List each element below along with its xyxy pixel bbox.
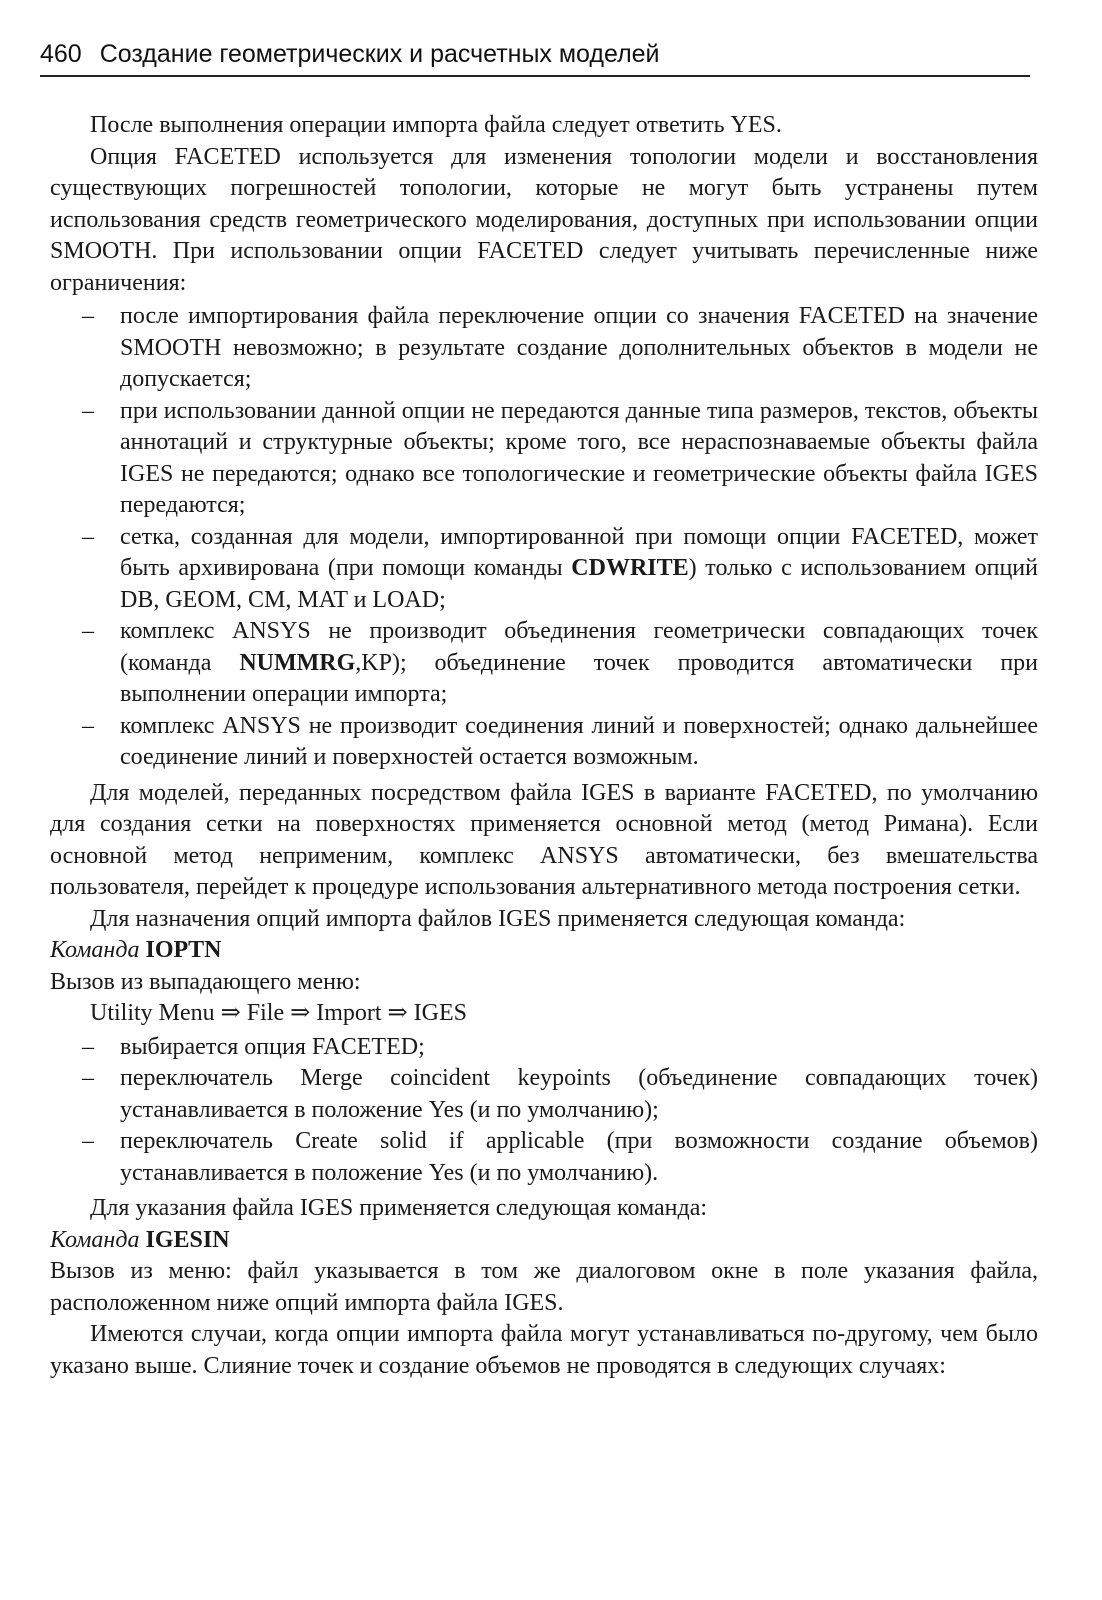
list-item: – переключатель Create solid if applicable (при возможности создание объемов) устанавливается в положение Yes (и по умолчанию). (82, 1128, 1038, 1186)
list-item: – комплекс ANSYS не производит соединения линий и поверхностей; однако дальнейшее соединение линий и поверхностей остается возможным. (82, 712, 1038, 770)
paragraph: После выполнения операции импорта файла следует ответить YES. (90, 112, 782, 138)
paragraph: Для моделей, переданных посредством файла IGES в варианте FACETED, по умолчанию для создания сетки на поверхностях применяется основной метод (метод Римана). Если основной метод неприменим, комплекс ANSYS автоматически, без вмешательства пользователя, перейдет к процедуре использования альтернативного метода построения сетки. (50, 779, 1038, 900)
menu-path: Utility Menu ⇒ File ⇒ Import ⇒ IGES (90, 1000, 467, 1026)
paragraph: Для назначения опций импорта файлов IGES применяется следующая команда: (90, 905, 906, 932)
command-heading-igesin: Команда IGESIN (50, 1226, 230, 1253)
paragraph: Опция FACETED используется для изменения топологии модели и восстановления существующих погрешностей топологии, которые не могут быть устранены путем использования средств геометрического моделирования, доступных при использовании опции SMOOTH. При использовании опции FACETED следует учитывать перечисленные ниже ограничения: (50, 143, 1038, 296)
command-nummrg: NUMMRG (239, 649, 356, 676)
page-number: 460 (40, 40, 82, 68)
dash-bullet: – (82, 303, 94, 329)
list-item: – переключатель Merge coincident keypoints (объединение совпадающих точек) устанавливается в положение Yes (и по умолчанию); (82, 1065, 1038, 1123)
ioptn-options-list (50, 1032, 1038, 1190)
dash-bullet: – (82, 1128, 94, 1154)
running-header (40, 40, 1030, 77)
list-item: – при использовании данной опции не передаются данные типа размеров, текстов, объекты аннотаций и структурные объекты; кроме того, все нераспознаваемые объекты файла IGES не передаются; однако все топологические и геометрические объекты файла IGES передаются; (82, 397, 1038, 518)
dash-bullet: – (82, 618, 94, 644)
command-cdwrite: CDWRITE (571, 555, 689, 581)
chapter-title: Создание геометрических и расчетных моделей (99, 40, 660, 68)
dash-bullet: – (82, 712, 94, 739)
page-body (50, 110, 1038, 1382)
list-item: – сетка, созданная для модели, импортированной при помощи опции FACETED, может быть архивирована (при помощи команды CDWRITE) только с использованием опций DB, GEOM, CM, MAT и LOAD; (82, 523, 1038, 613)
restrictions-list (50, 301, 1038, 774)
list-item: – комплекс ANSYS не производит объединения геометрически совпадающих точек (команда NUMMRG,KP); объединение точек проводится автоматически при выполнении операции импорта; (82, 618, 1039, 707)
dash-bullet: – (82, 523, 94, 550)
paragraph: Вызов из меню: файл указывается в том же диалоговом окне в поле указания файла, расположенном ниже опций импорта файла IGES. (50, 1258, 1038, 1316)
paragraph: Имеются случаи, когда опции импорта файла могут устанавливаться по-другому, чем было указано выше. Слияние точек и создание объемов не проводятся в следующих случаях: (50, 1321, 1038, 1379)
command-heading-ioptn: Команда IOPTN (50, 937, 222, 963)
dash-bullet: – (82, 397, 94, 424)
list-item: – выбирается опция FACETED; (50, 1032, 1038, 1064)
paragraph: Для указания файла IGES применяется следующая команда: (90, 1195, 708, 1221)
menu-call-label: Вызов из выпадающего меню: (50, 968, 361, 995)
dash-bullet: – (82, 1033, 94, 1060)
list-item: – после импортирования файла переключение опции со значения FACETED на значение SMOOTH невозможно; в результате создание дополнительных объектов в модели не допускается; (82, 303, 1038, 392)
dash-bullet: – (82, 1065, 94, 1091)
